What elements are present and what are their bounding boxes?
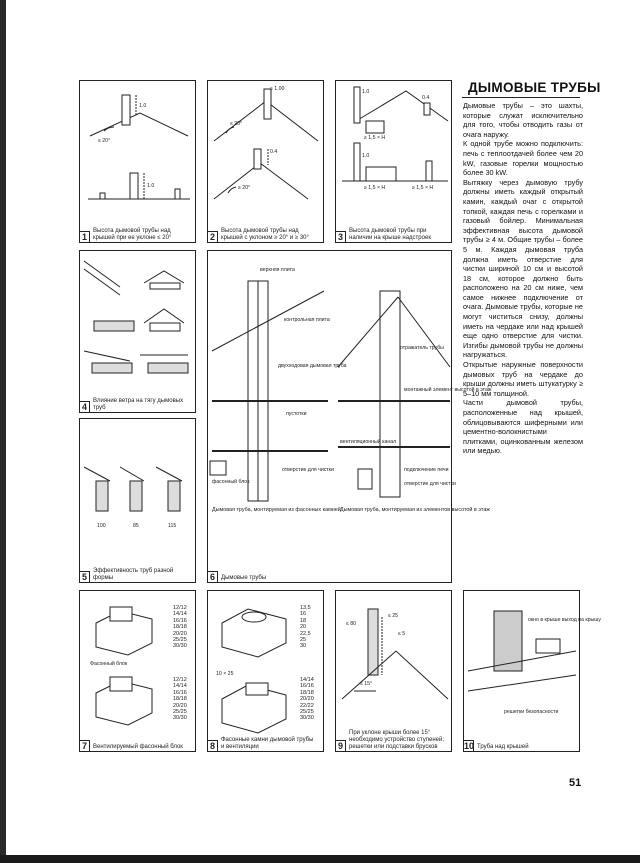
figure-8 — [207, 590, 324, 752]
size-value: 18 — [300, 617, 307, 624]
label: двухходовая дымовая труба — [278, 363, 347, 369]
size-value: 12/12 — [173, 677, 187, 683]
size-value: 18/18 — [173, 624, 187, 631]
size-value: 16 — [300, 611, 307, 618]
page-title: ДЫМОВЫЕ ТРУБЫ — [468, 80, 601, 95]
body-text — [463, 101, 583, 456]
sizes-top — [173, 605, 187, 650]
size-value: 16/16 — [173, 617, 187, 624]
title-rule — [462, 97, 580, 98]
figure-2-drawing — [208, 81, 325, 244]
figure-6-caption: 6 Дымовые трубы — [209, 572, 267, 582]
size-value: 20/20 — [173, 702, 187, 709]
size-value: 18/18 — [173, 696, 187, 703]
label: пустотки — [286, 411, 307, 417]
label: верхняя плита — [260, 267, 295, 273]
size-value: 25/25 — [173, 637, 187, 644]
figure-3 — [335, 80, 452, 243]
size-value: 25/25 — [173, 709, 187, 716]
figure-4-caption: 4 Влияние ветра на тягу дымовых труб — [81, 398, 184, 412]
sizes-top — [300, 605, 311, 650]
figure-4 — [79, 250, 196, 413]
label: ≤ 5 — [398, 631, 406, 637]
size-value: 20/20 — [173, 630, 187, 637]
label: ≥ 1,5 × H — [364, 185, 386, 191]
label: 100 — [97, 523, 106, 529]
label: монтажный элемент высотой в этаж — [404, 387, 492, 393]
figure-9-caption: 9 При уклоне крыши более 15° необходимо устройство ступеней; решетки или подставки брусков — [337, 730, 444, 751]
label: ≥ 20° — [238, 185, 251, 191]
size-value: 30/30 — [300, 715, 314, 722]
label: 1.0 — [362, 89, 370, 95]
figure-6-drawing — [208, 251, 453, 584]
size-value: 14/14 — [173, 611, 187, 618]
size-value: 16/16 — [300, 683, 314, 690]
size-value: 25/25 — [300, 709, 314, 716]
sizes-bottom — [173, 677, 187, 722]
figure-7-caption: 7 Вентилируемый фасонный блок — [81, 741, 183, 751]
size-value: 22,5 — [300, 630, 311, 637]
figure-4-drawing — [80, 251, 197, 414]
label: 10 × 25 — [216, 671, 234, 677]
figure-6 — [207, 250, 492, 583]
label: ≤ 80 — [346, 621, 357, 627]
figure-9 — [335, 590, 452, 752]
size-value: 18/18 — [300, 689, 314, 696]
size-value: 25 — [300, 637, 307, 644]
label: отверстие для чистки — [404, 481, 456, 487]
label: вентиляционный канал — [340, 439, 397, 445]
figure-5-caption: 5 Эффективность труб разной формы — [81, 568, 174, 582]
paragraph: Дымовые трубы – это шахты, которые служат исключительно для того, чтобы отводить газы от очага наружу. — [463, 101, 583, 139]
sub-caption: Дымовая труба, монтируемая из фасонных камней — [212, 507, 341, 513]
figure-8-caption: 8 Фасонные камни дымовой трубы и вентиляции — [209, 737, 314, 751]
size-value: 14/14 — [300, 677, 314, 683]
figure-2-caption: 2 Высота дымовой трубы над крышей с уклоном ≥ 20° и ≥ 30° — [209, 228, 309, 242]
paragraph: К одной трубе можно подключить: печь с теплоотдачей более чем 20 kW, газовые горелки мощностью более 30 kW. — [463, 139, 583, 178]
size-value: 16/16 — [173, 689, 187, 696]
size-value: 20/20 — [300, 696, 314, 703]
label: ≤ 25 — [388, 613, 399, 619]
label: ≤ 15° — [360, 681, 373, 687]
label: отражатель трубы — [400, 345, 444, 351]
size-value: 13,5 — [300, 605, 311, 611]
label: 0.4 — [270, 149, 278, 155]
sizes-bottom — [300, 677, 314, 722]
label: решетки безопасности — [504, 709, 559, 715]
figure-7 — [79, 590, 196, 752]
figure-5-drawing — [80, 419, 197, 584]
size-value: 12/12 — [173, 605, 187, 611]
size-value: 22/22 — [300, 702, 314, 709]
size-value: 30 — [300, 643, 307, 650]
label: Фасонный блок — [90, 661, 128, 667]
figure-1-caption: 1 Высота дымовой трубы над крышей при ее уклоне ≤ 20° — [81, 228, 172, 242]
label: контрольная плита — [284, 317, 330, 323]
scan-bottom-edge — [0, 855, 640, 863]
label: 1.0 — [147, 183, 155, 189]
scan-edge — [0, 0, 6, 863]
label: 85 — [133, 523, 139, 529]
label: ≥ 1.00 — [270, 86, 285, 92]
paragraph: Вытяжку через дымовую трубу должны иметь каждый открытый камин, каждый очаг с открытой топкой, каждая печь с горелками и газовый бойлер. Минимальная эффективная высота дымовой трубы ≥ 4 м. Общие трубы – более 5 м. Каждая дымовая труба должна иметь отверстие для чистки шириной 10 см и высотой 18 см, которое должно быть расположено на 20 см ниже, чем самое нижнее подключение от очага. Дымовые трубы, которые не могут чиститься снизу, должны иметь на чердаке или над крышей еще одно отверстие для чистки. Изгибы дымовой трубы не должны нагружаться. — [463, 177, 583, 360]
size-value: 30/30 — [173, 715, 187, 722]
label: ≥ 1,5 × H — [364, 135, 386, 141]
label: фасонный блок — [212, 479, 250, 485]
figure-2 — [207, 80, 324, 243]
label: 0.4 — [422, 95, 430, 101]
label: 1.0 — [362, 153, 370, 159]
figure-10 — [463, 590, 602, 752]
label: ≥ 1,5 × H — [412, 185, 434, 191]
page-number: 51 — [569, 777, 582, 789]
figure-10-caption: 10 Труба над крышей — [464, 741, 529, 751]
label: подключение печи — [404, 467, 449, 473]
figure-5 — [79, 418, 196, 583]
paragraph: Открытые наружные поверхности дымовых труб на чердаке до крыши должны иметь штукатурку ≥ 5–10 мм толщиной. — [463, 360, 583, 398]
label: 115 — [168, 523, 177, 529]
label: ≤ 20° — [98, 138, 111, 144]
label: отверстие для чистки — [282, 467, 334, 473]
sub-caption: Дымовая труба, монтируемая из элементов высотой в этаж — [340, 507, 490, 513]
figure-10-drawing — [464, 591, 581, 753]
figure-3-caption: 3 Высота дымовой трубы при наличии на крыше надстроек — [337, 228, 431, 242]
label: ≤ 20° — [230, 121, 243, 127]
size-value: 30/30 — [173, 643, 187, 650]
label: окно в крыше выход на крышу — [528, 617, 602, 623]
figure-3-drawing — [336, 81, 453, 244]
size-value: 20 — [300, 624, 307, 631]
size-value: 14/14 — [173, 683, 187, 690]
paragraph: Части дымовой трубы, расположенные над крышей, облицовываются шиферными или цементно-волокнистыми плитками, оцинкованным железом или медью. — [463, 398, 583, 456]
label: 1.0 — [139, 103, 147, 109]
figure-1 — [79, 80, 196, 243]
